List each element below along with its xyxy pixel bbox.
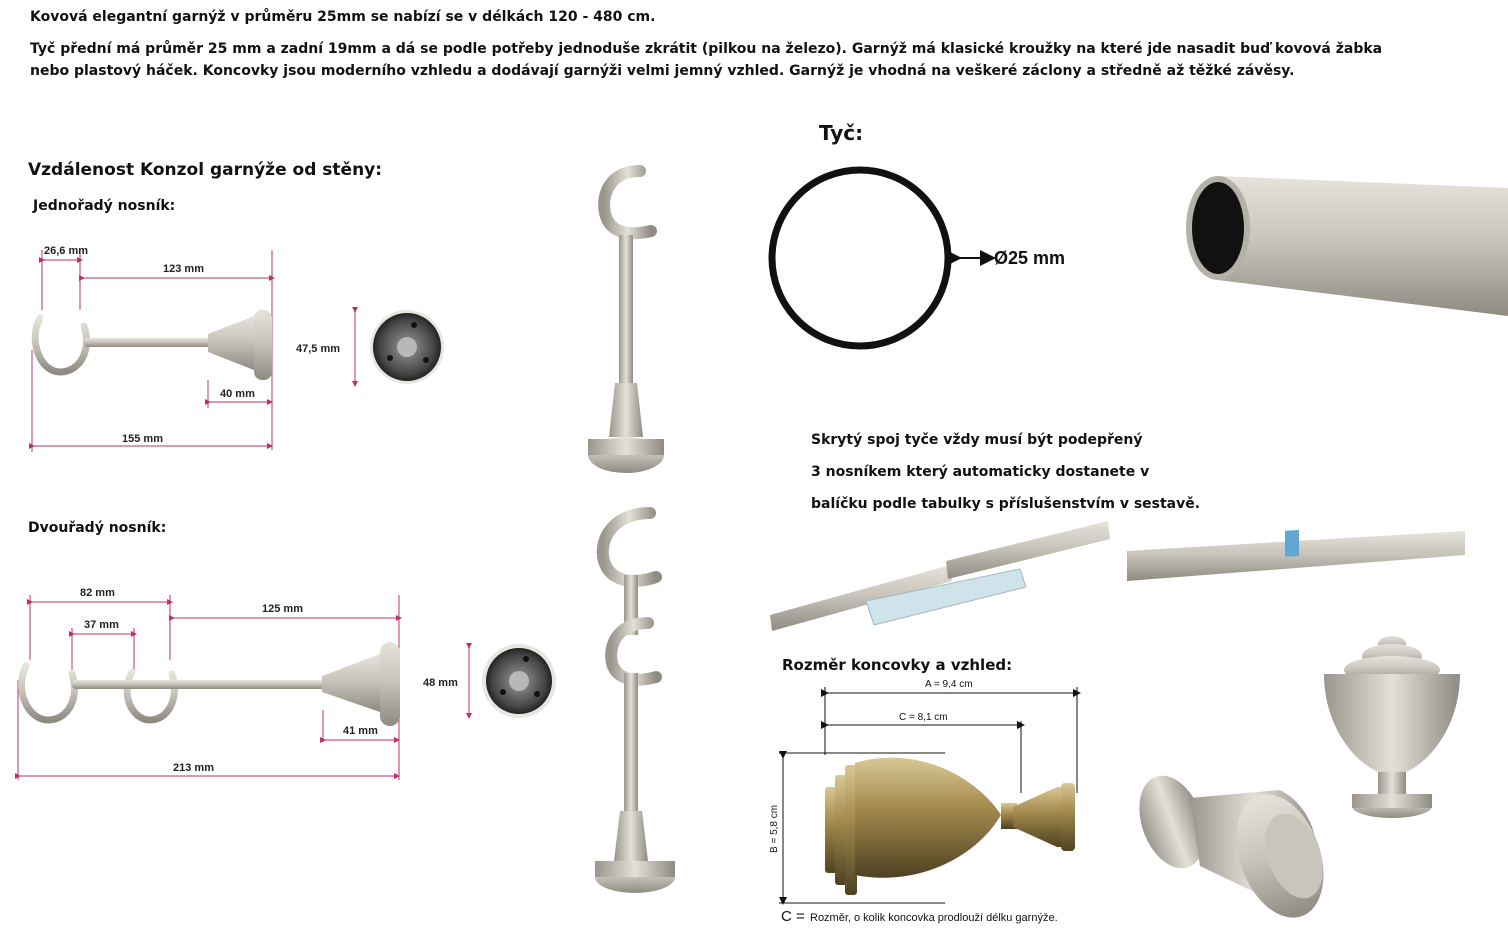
joint-note (811, 424, 1200, 520)
dim-plate-double: 48 mm (423, 677, 458, 689)
single-bracket-diagram (0, 230, 560, 470)
dim-outer: 82 mm (80, 587, 115, 599)
dim-base: 40 mm (220, 388, 255, 400)
dim-inner: 37 mm (84, 619, 119, 631)
bracket-section-title: Vzdálenost Konzol garnýže od stěny: (28, 160, 383, 180)
intro-text (30, 6, 1420, 92)
joint-note-line-1: Skrytý spoj tyče vždy musí být podepřený (811, 432, 1143, 448)
finial-title: Rozměr koncovky a vzhled: (782, 656, 1013, 674)
rod-cross-section (760, 160, 1100, 360)
rod-title: Tyč: (819, 121, 864, 145)
rod-diameter: Ø25 mm (994, 248, 1066, 268)
single-bracket-front-view (585, 165, 675, 475)
dim-total: 155 mm (122, 433, 163, 445)
rod-joint-open-photo (770, 515, 1115, 635)
dim-plate: 47,5 mm (296, 343, 341, 355)
rod-photo (1180, 160, 1508, 320)
dim-hook: 26,6 mm (44, 245, 89, 257)
intro-line-2: Tyč přední má průměr 25 mm a zadní 19mm a dá se podle potřeby jednoduše zkrátit (pilkou na železo). Garnýž má klasické kroužky na které jde nasadit buď kovová žabka nebo plastový háček. Koncovky jsou moderního vzhledu a dodávají garnýži velmi jemný vzhled. Garnýž je vhodná na veškeré záclony a středně až těžké závěsy. (30, 41, 1383, 79)
finial-dim-b: B = 5,8 cm (769, 804, 780, 853)
joint-note-line-2: 3 nosníkem který automaticky dostanete v (811, 464, 1150, 480)
finial-caption: Rozměr, o kolik koncovka prodlouží délku garnýže. (810, 912, 1058, 924)
dim-total-double: 213 mm (173, 762, 214, 774)
finial-caption-letter: C = (781, 908, 805, 925)
joint-note-line-3: balíčku podle tabulky s příslušenstvím v sestavě. (811, 496, 1201, 512)
intro-line-1: Kovová elegantní garnýž v průměru 25mm se nabízí se v délkách 120 - 480 cm. (30, 9, 656, 25)
double-bracket-front-view (590, 505, 690, 895)
finial-dim-a: A = 9,4 cm (925, 679, 973, 690)
dim-arm: 123 mm (163, 263, 204, 275)
single-bracket-label: Jednořadý nosník: (33, 198, 176, 214)
finial-diagram (765, 675, 1125, 929)
double-bracket-label: Dvouřadý nosník: (28, 520, 167, 536)
finial-photo (1130, 630, 1480, 925)
rod-joint-closed-photo (1127, 527, 1467, 587)
double-bracket-diagram (0, 580, 580, 800)
dim-base-double: 41 mm (343, 725, 378, 737)
dim-arm-double: 125 mm (262, 603, 303, 615)
finial-dim-c: C = 8,1 cm (899, 712, 948, 723)
